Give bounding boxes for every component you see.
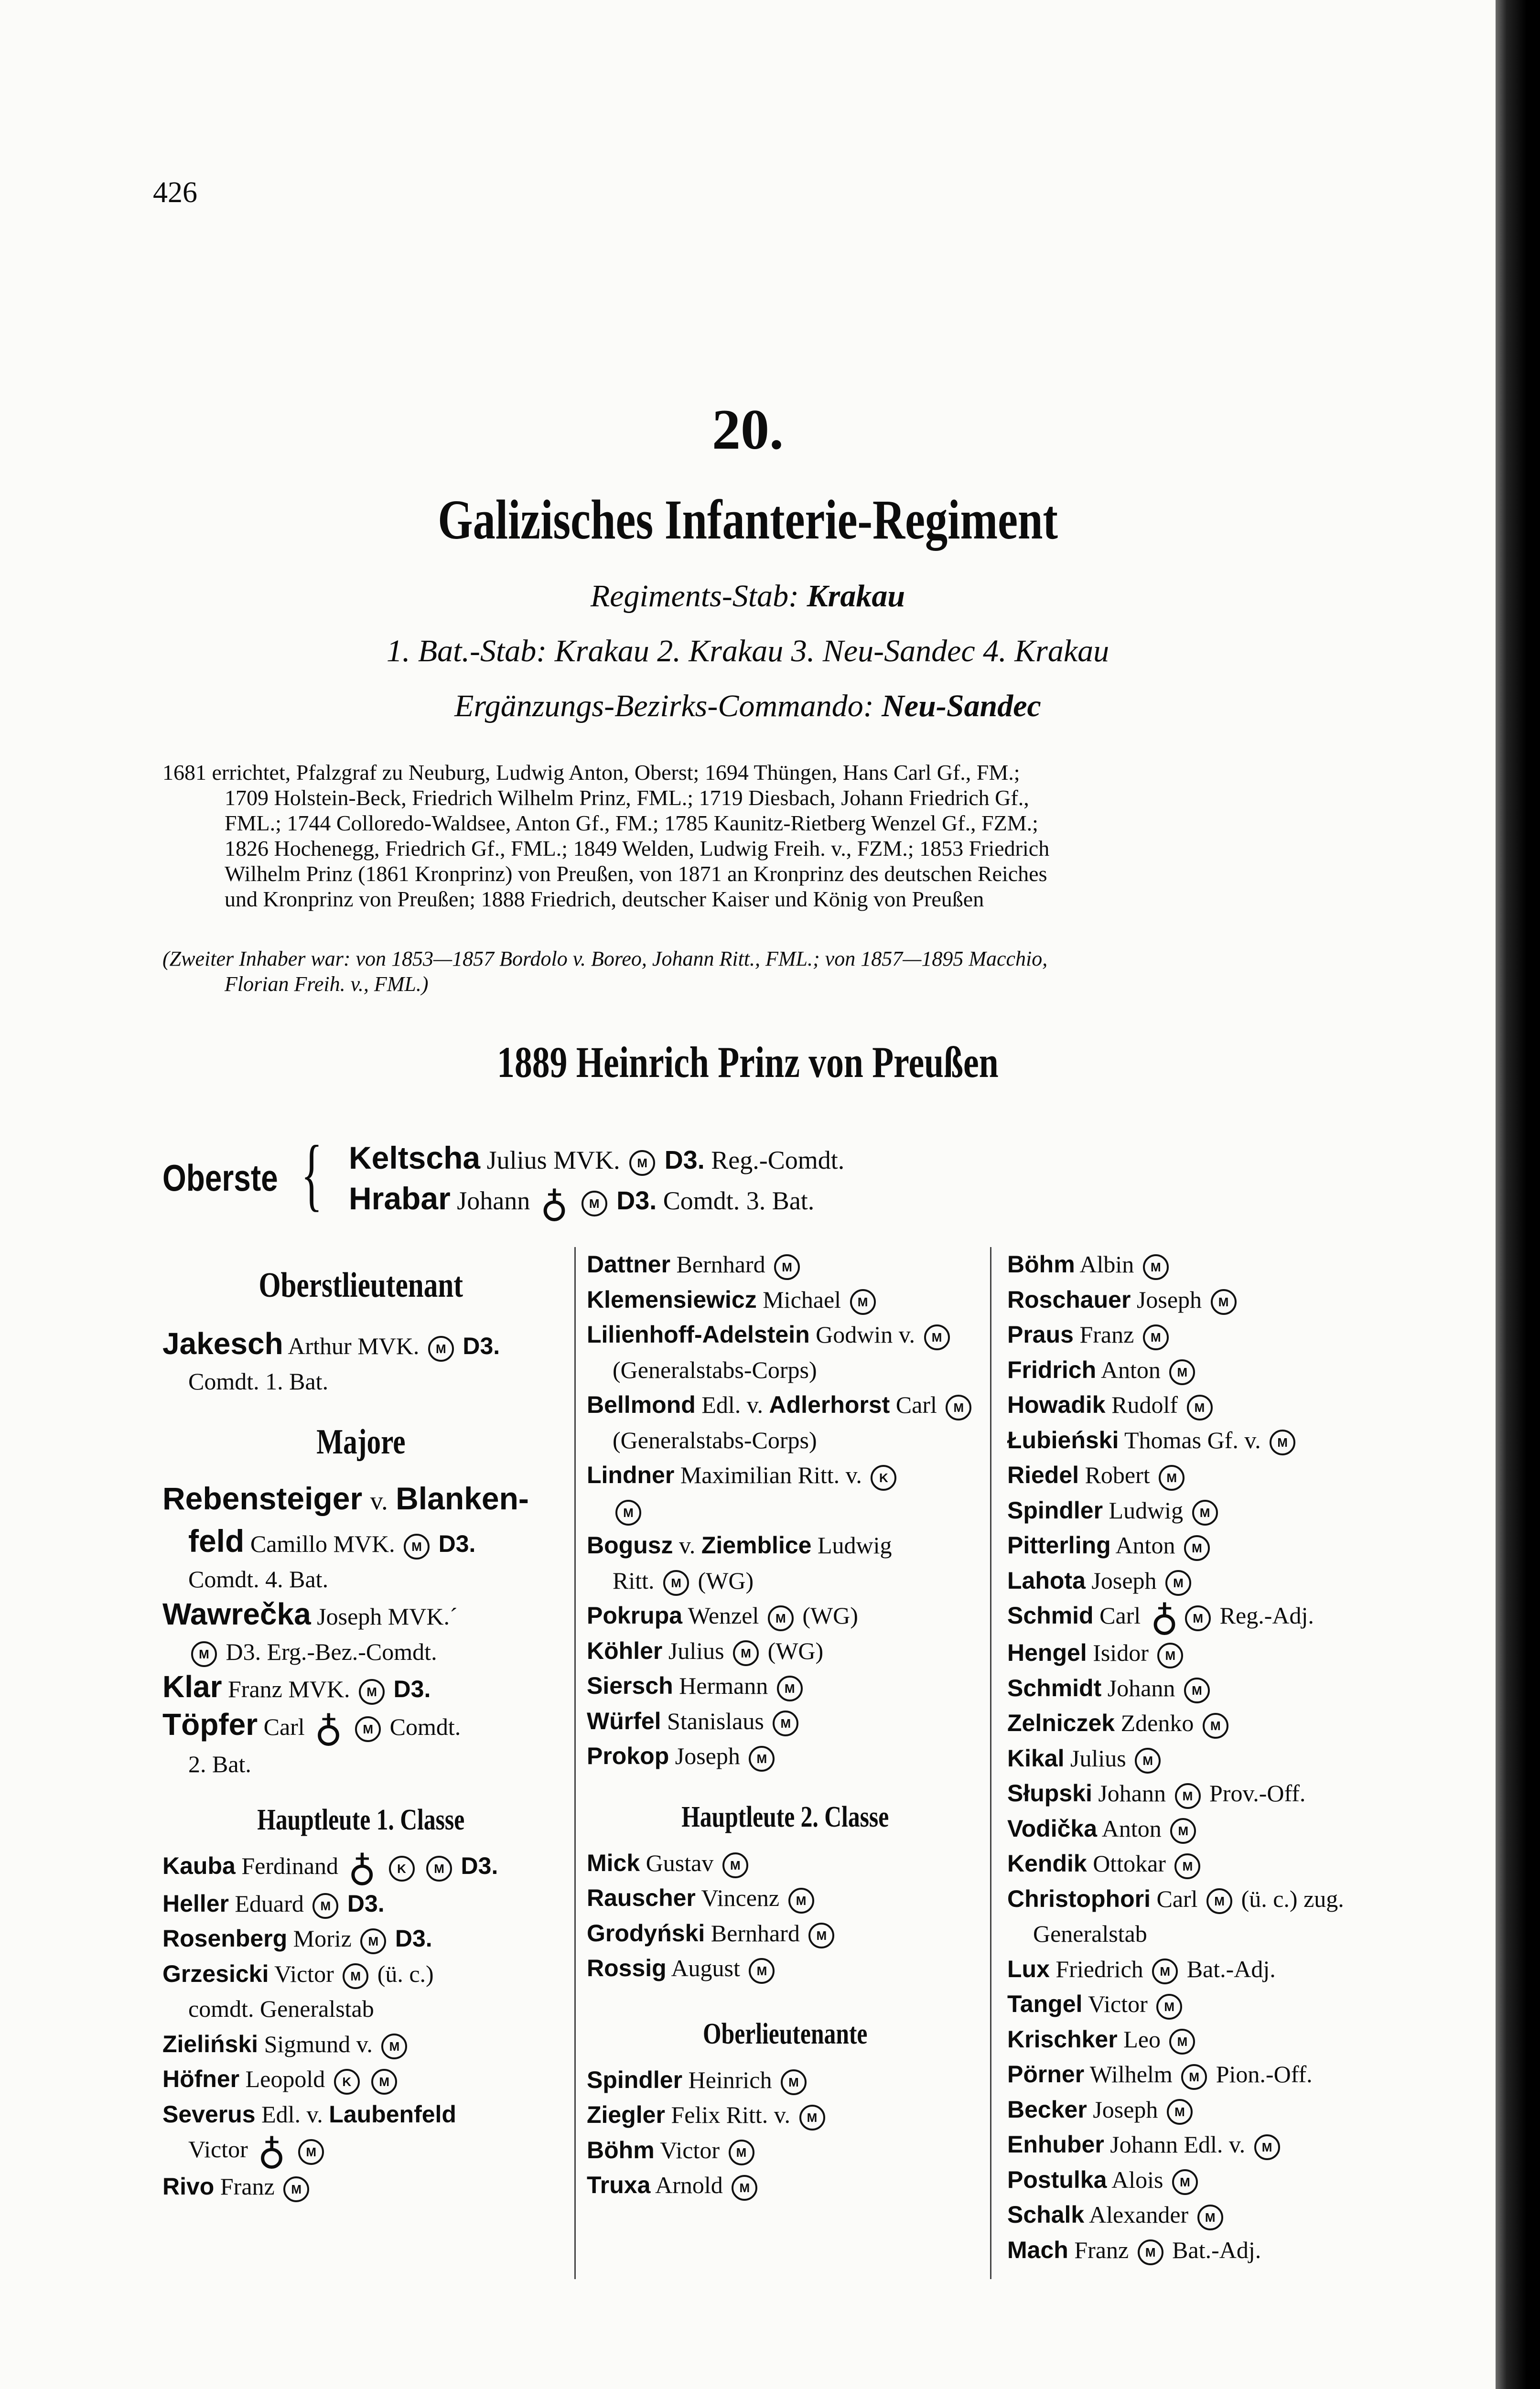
officer-name: Tangel — [1007, 1991, 1083, 2018]
officer-row — [1007, 1423, 1475, 1458]
officer-given: Bernhard — [676, 1251, 765, 1278]
officer-row: Rosenberg Moriz M D3. — [162, 1921, 559, 1957]
officer-name: Postulka — [1007, 2166, 1107, 2193]
officer-row — [1007, 1636, 1475, 1671]
officer-given: Maximilian Ritt. v. — [680, 1462, 862, 1488]
officer-row — [587, 1881, 983, 1916]
officer-name: Lindner — [587, 1462, 675, 1488]
officer-name: Becker — [1007, 2096, 1087, 2123]
officer-name: Schmid — [1007, 1602, 1094, 1629]
medal-icon: M — [1152, 1959, 1178, 1984]
officer-given: Julius — [1070, 1744, 1126, 1772]
medal-icon: M — [1203, 1713, 1228, 1739]
medal-icon: M — [283, 2176, 309, 2202]
officer-given: Bernhard — [711, 1919, 800, 1947]
medal-icon: M — [850, 1289, 876, 1315]
officer-given: Arnold — [655, 2172, 723, 2198]
officer-name: Zelniczek — [1007, 1710, 1115, 1737]
officer-name: Pokrupa — [587, 1602, 683, 1629]
scan-edge — [1496, 0, 1540, 2389]
officer-row: Klar Franz MVK. M D3. — [162, 1669, 431, 1704]
officer-row-cont: feld Camillo MVK. M D3. — [188, 1523, 476, 1559]
officer-name: Klemensiewicz — [587, 1286, 757, 1313]
officer-given: Edl. v. — [701, 1391, 763, 1418]
officer-name: Köhler — [587, 1637, 663, 1664]
officer-row — [1007, 1247, 1475, 1282]
medal-icon: M — [426, 1856, 452, 1882]
officer-row — [587, 1846, 983, 1881]
officer-given: Franz — [1074, 2236, 1129, 2263]
officer-given: Ludwig — [817, 1532, 892, 1559]
medal-icon: M — [1175, 1783, 1201, 1809]
erganzungs-line: Ergänzungs-Bezirks-Commando: Neu-Sandec — [454, 689, 1041, 723]
officer-row-cont — [1007, 1916, 1475, 1952]
officer-name: Pitterling — [1007, 1532, 1111, 1559]
officer-name: Mick — [587, 1849, 640, 1876]
officer-row — [587, 1668, 983, 1704]
officer-name: Böhm — [587, 2136, 655, 2163]
medal-icon: M — [191, 1641, 217, 1667]
officer-row — [587, 1951, 983, 1986]
officer-row — [1007, 1458, 1475, 1493]
officer-given: Johann — [1098, 1780, 1166, 1807]
current-inhaber: 1889 Heinrich Prinz von Preußen — [497, 1038, 999, 1087]
officer-row — [1007, 1811, 1475, 1847]
officer-note: Bat.-Adj. — [1186, 1955, 1276, 1982]
officer-given: v. — [679, 1532, 696, 1559]
officer-name: Howadik — [1007, 1391, 1106, 1418]
officer-given: Ritt. — [613, 1567, 655, 1594]
medal-icon: M — [298, 2139, 324, 2165]
officer-given: Johann Edl. v. — [1110, 2131, 1246, 2158]
officer-row — [1007, 1952, 1475, 1987]
officer-given: Joseph — [1136, 1286, 1202, 1313]
medal-icon: M — [1172, 2169, 1198, 2195]
officer-given: August — [671, 1955, 740, 1981]
medal-icon: M — [808, 1923, 834, 1948]
officer-row — [1007, 1706, 1475, 1741]
medal-icon: M — [1192, 1500, 1218, 1526]
officer-name: Hrabar — [349, 1181, 451, 1216]
officer-name: Lahota — [1007, 1567, 1086, 1594]
officer-row: Kauba Ferdinand ♁ K M D3. — [162, 1847, 498, 1890]
officer-row: Jakesch Arthur MVK. M D3. — [162, 1326, 500, 1361]
officer-name: Bellmond — [587, 1391, 696, 1418]
medal-icon: M — [1181, 2064, 1207, 2090]
officer-row-cont — [587, 1353, 983, 1388]
officer-row — [587, 1916, 983, 1951]
officer-given: Felix Ritt. v. — [671, 2101, 791, 2128]
officer-row — [1007, 1563, 1475, 1599]
medal-icon: M — [1167, 2099, 1193, 2125]
officer-given: Carl — [895, 1391, 937, 1418]
officer-name: Praus — [1007, 1321, 1074, 1348]
battalion-stab-line: 1. Bat.-Stab: Krakau 2. Krakau 3. Neu-Sandec 4. Krakau — [386, 634, 1109, 668]
officer-row — [1007, 1596, 1475, 1639]
officer-row: Heller Eduard M D3. — [162, 1886, 559, 1922]
medal-icon: M — [1135, 1748, 1161, 1774]
officer-given: Zdenko — [1120, 1710, 1194, 1737]
decoration-cross-icon: ♁ — [1150, 1596, 1179, 1639]
officer-row — [587, 1247, 983, 1282]
medal-icon: M — [1169, 2029, 1195, 2055]
officer-row — [1007, 1741, 1475, 1776]
officer-row — [587, 1634, 983, 1669]
officer-name: Łubieński — [1007, 1426, 1119, 1453]
officer-row — [1007, 1528, 1475, 1563]
officer-given: Hermann — [679, 1672, 768, 1699]
officer-given: Carl — [1156, 1885, 1198, 1912]
officer-row — [1007, 2233, 1475, 2268]
officer-given: Wenzel — [688, 1602, 759, 1629]
officer-name: Mach — [1007, 2236, 1068, 2263]
officer-row — [1007, 1493, 1475, 1528]
officer-name: Fridrich — [1007, 1356, 1097, 1383]
officer-note: Reg.-Adj. — [1219, 1602, 1314, 1629]
left-column: Oberstlieutenant Jakesch Arthur MVK. M D3. Comdt. 1. Bat. Majore Rebensteiger v. Blanken- feld Camillo MVK. M D3. Comdt. 4. Bat. Wawrečka Joseph MVK.´ M D3. Erg.-Bez.-Comdt. Klar Franz MVK. M D3. Töpfer Carl ♁ M Comdt. 2. Bat. Hauptleute 1. Classe Kauba Ferdinand ♁ K M D3. Heller Eduard M D3. Rosenberg Moriz M D3. Grzesicki Victor M (ü. c.) comdt. Generalstab Zieliński Sigmund v. M Höfner Leopold K M Severus Edl. v. Laubenfeld Victor ♁ M Rivo Franz M — [162, 1261, 559, 2205]
officer-given: Godwin v. — [816, 1321, 915, 1348]
officer-given: Gustav — [646, 1849, 714, 1876]
officer-name: Kikal — [1007, 1744, 1065, 1772]
medal-icon: M — [749, 1746, 775, 1772]
medal-icon: M — [360, 1928, 386, 1954]
officer-row-cont — [587, 1493, 983, 1528]
officer-name: Lilienhoff-Adelstein — [587, 1321, 810, 1348]
medal-icon: M — [629, 1150, 655, 1176]
medal-icon: M — [359, 1679, 385, 1705]
officer-given: Carl — [1099, 1602, 1141, 1629]
decoration-cross-icon: ♁ — [540, 1183, 569, 1225]
officer-row — [1007, 1317, 1475, 1353]
officer-note: (WG) — [802, 1602, 858, 1629]
officer-given: Anton — [1100, 1356, 1161, 1383]
officer-row — [1007, 2127, 1475, 2163]
officer-given: Joseph — [1093, 2096, 1158, 2123]
oberste-row-2: Hrabar Johann ♁ M D3. Comdt. 3. Bat. — [349, 1181, 815, 1225]
right-column — [1007, 1247, 1475, 2268]
officer-row: Rebensteiger v. Blanken- — [162, 1481, 529, 1516]
officer-given: Michael — [763, 1286, 841, 1313]
officer-note: (ü. c.) zug. — [1241, 1885, 1344, 1912]
erganzungs-city: Neu-Sandec — [882, 689, 1041, 723]
officer-row — [587, 1598, 983, 1634]
officer-row — [587, 2098, 983, 2133]
officer-name: Rossig — [587, 1955, 667, 1981]
officer-row: Zieliński Sigmund v. M — [162, 2027, 559, 2062]
officer-note: (WG) — [767, 1637, 824, 1664]
officer-row — [587, 1704, 983, 1739]
officer-given: (Generalstabs-Corps) — [613, 1426, 817, 1453]
decoration-cross-icon: ♁ — [314, 1708, 343, 1750]
decoration-cross-icon: ♁ — [348, 1847, 377, 1890]
regiment-stab-city: Krakau — [807, 579, 905, 613]
officer-row — [587, 1317, 983, 1353]
officer-row — [1007, 1846, 1475, 1882]
officer-given: Joseph — [675, 1743, 740, 1769]
medal-icon: M — [729, 2140, 754, 2165]
medal-icon: M — [946, 1395, 971, 1420]
medal-icon: M — [781, 2069, 807, 2095]
officer-given: Johann — [1107, 1674, 1175, 1701]
medal-icon: M — [777, 1676, 803, 1701]
officer-row — [1007, 1353, 1475, 1388]
medal-icon: M — [768, 1605, 794, 1631]
officer-name: Würfel — [587, 1707, 661, 1734]
officer-given: Leo — [1123, 2025, 1161, 2053]
officer-row: Rivo Franz M — [162, 2169, 559, 2205]
medal-icon: M — [343, 1963, 368, 1989]
medal-icon: M — [749, 1958, 775, 1984]
officer-row — [1007, 1882, 1475, 1917]
medal-icon: M — [663, 1570, 689, 1596]
officer-row — [587, 1528, 983, 1563]
heading-oberlieutenante: Oberlieutenante — [702, 2017, 868, 2050]
officer-row: Töpfer Carl ♁ M Comdt. — [162, 1707, 461, 1750]
officer-name: Pörner — [1007, 2061, 1085, 2088]
officer-note: Bat.-Adj. — [1172, 2236, 1261, 2263]
medal-icon: M — [1185, 1605, 1211, 1631]
officer-name: Truxa — [587, 2172, 651, 2198]
regiment-title: Galizisches Infanterie-Regiment — [438, 488, 1058, 551]
officer-row — [587, 1739, 983, 1774]
officer-given: Wilhelm — [1089, 2061, 1173, 2088]
oberste-row-1: Keltscha Julius MVK. M D3. Reg.-Comdt. — [349, 1140, 845, 1175]
officer-row: Severus Edl. v. Laubenfeld — [162, 2100, 456, 2128]
officer-name: Riedel — [1007, 1462, 1079, 1488]
medal-icon: M — [1143, 1324, 1169, 1350]
medal-icon: M — [1170, 1818, 1196, 1844]
officer-given: Franz — [1079, 1321, 1134, 1348]
officer-row: Grzesicki Victor M (ü. c.) — [162, 1957, 559, 1992]
medal-icon: M — [1211, 1289, 1237, 1315]
officer-row — [1007, 1987, 1475, 2022]
medal-icon: M — [1165, 1570, 1191, 1596]
officer-row — [1007, 2092, 1475, 2128]
medal-icon: M — [1169, 1359, 1195, 1385]
medal-icon: M — [774, 1254, 800, 1280]
officer-row-cont: M D3. Erg.-Bez.-Comdt. — [162, 1635, 559, 1670]
officer-name: Böhm — [1007, 1251, 1075, 1278]
officer-row — [587, 2133, 983, 2168]
officer-row — [587, 1388, 983, 1423]
medal-icon: M — [615, 1500, 641, 1526]
officer-name: Kendik — [1007, 1850, 1087, 1877]
officer-row-cont — [587, 1563, 983, 1599]
officer-given: Anton — [1101, 1815, 1162, 1842]
officer-given: Joseph — [1091, 1567, 1157, 1594]
officer-given: Stanislaus — [667, 1707, 764, 1734]
officer-name: Schmidt — [1007, 1674, 1102, 1701]
officer-name: Hengel — [1007, 1639, 1087, 1667]
officer-given: Alexander — [1088, 2201, 1189, 2228]
officer-row — [1007, 1671, 1475, 1706]
officer-given: Heinrich — [688, 2066, 772, 2093]
officer-given: Robert — [1085, 1462, 1150, 1488]
heading-hauptleute-1: Hauptleute 1. Classe — [257, 1804, 464, 1837]
medal-icon: M — [381, 2034, 407, 2059]
officer-row — [587, 2168, 983, 2203]
medal-icon: M — [732, 2175, 757, 2201]
officer-row — [1007, 2022, 1475, 2057]
officer-row — [587, 1282, 983, 1318]
officer-given: Julius — [668, 1637, 724, 1664]
regiment-number: 20. — [712, 398, 784, 461]
medal-icon: M — [404, 1534, 430, 1560]
medal-icon: M — [1138, 2239, 1163, 2265]
medal-icon: M — [1159, 1465, 1185, 1491]
officer-given: Ludwig — [1109, 1496, 1184, 1524]
medal-icon: M — [428, 1336, 454, 1362]
officer-row — [1007, 1776, 1475, 1811]
officer-name: Rauscher — [587, 1884, 696, 1911]
officer-name: Schalk — [1007, 2201, 1085, 2228]
officer-row — [587, 1458, 983, 1493]
officer-row — [1007, 1388, 1475, 1423]
medal-icon: M — [1156, 1994, 1182, 2020]
medal-icon: M — [788, 1888, 814, 1914]
officer-name: Enhuber — [1007, 2131, 1104, 2158]
officer-name: Prokop — [587, 1743, 669, 1769]
medal-icon: M — [799, 2105, 825, 2131]
medal-icon: M — [1197, 2205, 1223, 2230]
officer-row — [1007, 2197, 1475, 2233]
officer-row: Höfner Leopold K M — [162, 2062, 559, 2097]
officer-given: Rudolf — [1111, 1391, 1178, 1418]
officer-given: Alois — [1111, 2166, 1163, 2193]
officer-name: Lux — [1007, 1955, 1050, 1982]
officer-given: Anton — [1115, 1532, 1175, 1559]
officer-name: Bogusz — [587, 1532, 673, 1559]
officer-note: (WG) — [698, 1567, 754, 1594]
medal-icon: M — [924, 1324, 950, 1350]
medal-icon: M — [773, 1711, 798, 1736]
officer-name: Ziemblice — [701, 1532, 812, 1559]
officer-note: Pion.-Off. — [1216, 2061, 1313, 2088]
officer-name: Spindler — [1007, 1496, 1103, 1524]
column-divider — [574, 1247, 576, 2279]
officer-given: (Generalstabs-Corps) — [613, 1356, 817, 1383]
second-owner-note: (Zweiter Inhaber war: von 1853—1857 Bordolo v. Boreo, Johann Ritt., FML.; von 1857—1895 Macchio, Florian Freih. v., FML.) — [162, 947, 1048, 996]
officer-name: Słupski — [1007, 1780, 1092, 1807]
regiment-stab: Regiments-Stab: Krakau — [590, 579, 905, 613]
officer-name: Spindler — [587, 2066, 683, 2093]
officer-name: Siersch — [587, 1672, 673, 1699]
medal-k-icon: K — [389, 1856, 415, 1882]
medal-icon: M — [1184, 1535, 1210, 1561]
oberste-label: Oberste — [162, 1157, 278, 1199]
medal-icon: M — [1184, 1678, 1210, 1703]
officer-row — [1007, 2057, 1475, 2092]
officer-name: Roschauer — [1007, 1286, 1131, 1313]
officer-name: Dattner — [587, 1251, 671, 1278]
officer-name: Ziegler — [587, 2101, 665, 2128]
officer-name: Christophori — [1007, 1885, 1151, 1912]
officer-name: Grodyński — [587, 1919, 705, 1947]
officer-given: Albin — [1079, 1251, 1134, 1278]
decoration-cross-icon: ♁ — [258, 2130, 286, 2173]
page-number: 426 — [153, 176, 197, 209]
officer-row: Wawrečka Joseph MVK.´ — [162, 1597, 458, 1631]
officer-row — [587, 2063, 983, 2098]
middle-column — [587, 1247, 983, 2203]
officer-given: Thomas Gf. v. — [1124, 1426, 1261, 1453]
officer-given: Isidor — [1093, 1639, 1149, 1667]
officer-row — [1007, 2163, 1475, 2198]
officer-name: Krischker — [1007, 2025, 1118, 2053]
heading-hauptleute-2: Hauptleute 2. Classe — [681, 1800, 889, 1833]
officer-given: Victor — [1088, 1991, 1148, 2018]
medal-k-icon: K — [334, 2069, 360, 2095]
medal-icon: M — [582, 1191, 607, 1216]
medal-icon: M — [371, 2069, 397, 2095]
medal-icon: M — [1206, 1888, 1232, 1914]
officer-given: Victor — [660, 2136, 720, 2163]
officer-name: Keltscha — [349, 1140, 481, 1175]
officer-given: Vincenz — [701, 1884, 780, 1911]
medal-icon: M — [733, 1640, 759, 1666]
medal-icon: M — [355, 1716, 381, 1742]
medal-icon: M — [1143, 1254, 1169, 1280]
medal-icon: M — [1157, 1643, 1183, 1668]
medal-k-icon: K — [871, 1465, 896, 1491]
officer-name: Adlerhorst — [769, 1391, 890, 1418]
medal-icon: M — [1270, 1430, 1295, 1455]
column-divider — [990, 1247, 991, 2279]
medal-icon: M — [1187, 1395, 1213, 1420]
officer-row-cont: Victor ♁ M — [162, 2132, 559, 2169]
oberste-brace: { — [301, 1129, 323, 1219]
heading-oberstlieutenant: Oberstlieutenant — [258, 1266, 463, 1305]
heading-majore: Majore — [316, 1422, 406, 1462]
officer-name: Vodička — [1007, 1815, 1098, 1842]
history-paragraph: 1681 errichtet, Pfalzgraf zu Neuburg, Ludwig Anton, Oberst; 1694 Thüngen, Hans Carl Gf., FM.; 1709 Holstein-Beck, Friedrich Wilhelm Prinz, FML.; 1719 Diesbach, Johann Friedrich Gf., FML.; 1744 Colloredo-Waldsee, Anton Gf., FM.; 1785 Kaunitz-Rietberg Wenzel Gf., FZM.; 1826 Hochenegg, Friedrich Gf., FML.; 1849 Welden, Ludwig Freih. v., FZM.; 1853 Friedrich Wilhelm Prinz (1861 Kronprinz) von Preußen, von 1871 an Kronprinz des deutschen Reiches und Kronprinz von Preußen; 1888 Friedrich, deutscher Kaiser und König von Preußen — [162, 760, 1050, 911]
officer-note: Prov.-Off. — [1209, 1780, 1306, 1807]
officer-given: Ottokar — [1093, 1850, 1166, 1877]
medal-icon: M — [312, 1893, 338, 1919]
officer-given: Friedrich — [1055, 1955, 1143, 1982]
medal-icon: M — [722, 1852, 748, 1878]
officer-row — [1007, 1282, 1475, 1318]
officer-given: Generalstab — [1033, 1920, 1147, 1948]
medal-icon: M — [1254, 2134, 1280, 2160]
officer-row-cont — [587, 1423, 983, 1458]
medal-icon: M — [1174, 1853, 1200, 1879]
